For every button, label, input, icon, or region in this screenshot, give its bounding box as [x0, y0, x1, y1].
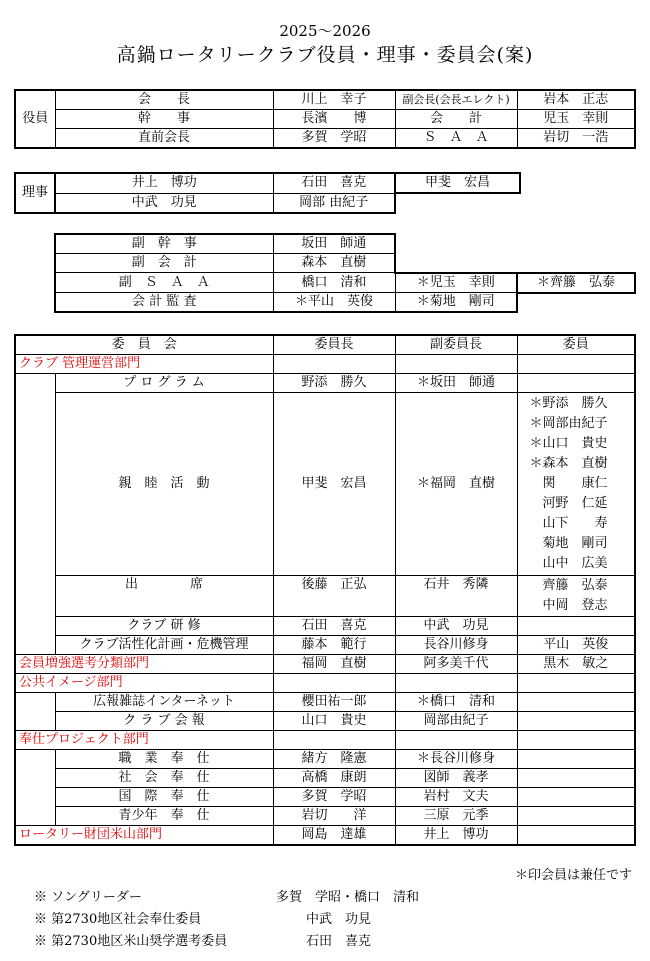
chair-cell: 福岡 直樹 [273, 655, 395, 674]
deputy-table [54, 233, 636, 313]
chair-cell: 多賀 学昭 [273, 788, 395, 807]
table-row [15, 129, 635, 149]
vice-cell: 岩村 文夫 [395, 788, 517, 807]
section-member: 会員増強選考分類部門 [15, 655, 273, 674]
name-cell: 中武 功見 [55, 193, 273, 213]
chair-cell: 後藤 正弘 [273, 576, 395, 617]
name-cell: 岩切 一浩 [517, 129, 635, 149]
role-cell: 副 幹 事 [55, 234, 273, 254]
table-row [55, 234, 635, 254]
role-cell: 会 長 [55, 90, 273, 110]
role-cell: 副 Ｓ Ａ Ａ [55, 273, 273, 293]
chair-cell: 藤本 範行 [273, 636, 395, 655]
name-cell: 長濱 博 [273, 110, 395, 129]
table-row [15, 788, 635, 807]
section-row [15, 826, 635, 846]
header-committee: 委 員 会 [15, 335, 273, 355]
vice-cell: 石井 秀隣 [395, 576, 517, 617]
vice-cell: ＊長谷川修身 [395, 750, 517, 769]
vice-cell: ＊福岡 直樹 [395, 393, 517, 576]
chair-cell: 岡島 達雄 [273, 826, 395, 846]
vice-cell: 長谷川修身 [395, 636, 517, 655]
name-cell: 坂田 師通 [273, 234, 395, 254]
table-row [15, 712, 635, 731]
name-cell: 岩本 正志 [517, 90, 635, 110]
directors-table [14, 172, 521, 214]
table-row [15, 807, 635, 826]
header-chair: 委員長 [273, 335, 395, 355]
footer-name: 中武 功見 [306, 912, 372, 927]
member-name: 中岡 登志 [542, 598, 608, 613]
vice-cell: ＊橋口 清和 [395, 693, 517, 712]
section-foundation: ロータリー財団米山部門 [15, 826, 273, 846]
member-name: 齊籐 弘泰 [542, 578, 608, 593]
vice-cell: 三原 元季 [395, 807, 517, 826]
member-name: ＊森本 直樹 [529, 456, 608, 471]
role-cell: 会 計 監 査 [55, 293, 273, 313]
section-row [15, 674, 635, 693]
table-row [15, 750, 635, 769]
name-cell: 児玉 幸則 [517, 110, 635, 129]
section-row [15, 655, 635, 674]
committee-name: 広報雑誌インターネット [55, 693, 273, 712]
role-cell: 会 計 [395, 110, 517, 129]
table-row [55, 254, 635, 273]
section-public: 公共イメージ部門 [15, 674, 273, 693]
chair-cell: 緒方 隆憲 [273, 750, 395, 769]
committee-name: 国 際 奉 仕 [55, 788, 273, 807]
members-cell [517, 576, 635, 617]
member-name: ＊山口 貴史 [529, 436, 608, 451]
officers-label: 役員 [15, 90, 55, 148]
chair-cell: 櫻田祐一郎 [273, 693, 395, 712]
vice-cell: 井上 博功 [395, 826, 517, 846]
name-cell: 岡部 由紀子 [273, 193, 395, 213]
chair-cell: 石田 喜克 [273, 617, 395, 636]
table-row [15, 769, 635, 788]
members-cell: 黒木 敏之 [517, 655, 635, 674]
year-heading: 2025～2026 [279, 22, 371, 40]
indent-cell [15, 693, 55, 731]
table-row [15, 576, 635, 617]
name-cell: 井上 博功 [55, 173, 273, 193]
name-cell: 川上 幸子 [273, 90, 395, 110]
indent-cell [15, 750, 55, 826]
role-cell: 幹 事 [55, 110, 273, 129]
committee-name: 社 会 奉 仕 [55, 769, 273, 788]
chair-cell: 高橋 康朗 [273, 769, 395, 788]
table-row [15, 636, 635, 655]
vice-cell: ＊坂田 師通 [395, 374, 517, 393]
table-row [55, 273, 635, 293]
role-cell: 直前会長 [55, 129, 273, 149]
member-name: ＊岡部由紀子 [529, 416, 608, 431]
vice-cell: 図師 義孝 [395, 769, 517, 788]
name-cell: 多賀 学昭 [273, 129, 395, 149]
committee-name: 職 業 奉 仕 [55, 750, 273, 769]
name-cell: ＊菊地 剛司 [395, 293, 517, 313]
name-cell: ＊平山 英俊 [273, 293, 395, 313]
role-cell: 副会長(会長エレクト) [395, 90, 517, 110]
table-row [15, 617, 635, 636]
chair-cell: 山口 貴史 [273, 712, 395, 731]
member-name: ＊野添 勝久 [529, 396, 608, 411]
committee-name: プ ロ グ ラ ム [55, 374, 273, 393]
role-cell: 副 会 計 [55, 254, 273, 273]
member-name: 河野 仁延 [542, 496, 608, 511]
committee-name: クラブ 研 修 [55, 617, 273, 636]
section-service: 奉仕プロジェクト部門 [15, 731, 273, 750]
footer-name: 石田 喜克 [306, 934, 372, 949]
table-header-row [15, 335, 635, 355]
members-cell [517, 393, 635, 576]
committee-name: 親 睦 活 動 [55, 393, 273, 576]
member-name: 菊地 剛司 [542, 536, 608, 551]
footer-name: 多賀 学昭・橋口 清和 [276, 890, 420, 905]
committees-table [14, 334, 636, 846]
table-row [15, 173, 520, 193]
section-row [15, 731, 635, 750]
committee-name: 青少年 奉 仕 [55, 807, 273, 826]
footer-label: ※ 第2730地区米山奨学選考委員 [34, 934, 228, 949]
committee-name: ク ラ ブ 会 報 [55, 712, 273, 731]
officers-table [14, 89, 636, 149]
header-vice: 副委員長 [395, 335, 517, 355]
section-club: クラブ 管理運営部門 [15, 355, 273, 374]
committee-name: クラブ活性化計画・危機管理 [55, 636, 273, 655]
section-row [15, 355, 635, 374]
table-row [15, 90, 635, 110]
note-text: ＊印会員は兼任です [514, 868, 632, 883]
vice-cell: 阿多美千代 [395, 655, 517, 674]
table-row [15, 374, 635, 393]
table-row [15, 393, 635, 576]
chair-cell: 野添 勝久 [273, 374, 395, 393]
empty-cell [395, 193, 520, 213]
indent-cell [15, 374, 55, 655]
table-row [55, 293, 635, 313]
chair-cell: 甲斐 宏昌 [273, 393, 395, 576]
role-cell: Ｓ Ａ Ａ [395, 129, 517, 149]
vice-cell: 中武 功見 [395, 617, 517, 636]
name-cell: ＊児玉 幸則 [395, 273, 517, 293]
name-cell: 石田 喜克 [273, 173, 395, 193]
page-title: 高鍋ロータリークラブ役員・理事・委員会(案) [116, 44, 534, 66]
member-name: 関 康仁 [542, 476, 608, 491]
table-row [15, 110, 635, 129]
member-name: 山下 寿 [542, 516, 608, 531]
header-members: 委員 [517, 335, 635, 355]
name-cell: 甲斐 宏昌 [395, 173, 520, 193]
member-name: 山中 広美 [542, 556, 608, 571]
vice-cell: 岡部由紀子 [395, 712, 517, 731]
name-cell: 橋口 清和 [273, 273, 395, 293]
name-cell: 森本 直樹 [273, 254, 395, 273]
footer-label: ※ 第2730地区社会奉仕委員 [34, 912, 202, 927]
committee-name: 出 席 [55, 576, 273, 617]
table-row [15, 693, 635, 712]
directors-label: 理事 [15, 173, 55, 213]
members-cell: 平山 英俊 [517, 636, 635, 655]
table-row [15, 193, 520, 213]
name-cell: ＊齊籐 弘泰 [517, 273, 635, 293]
chair-cell: 岩切 洋 [273, 807, 395, 826]
footer-label: ※ ソングリーダー [34, 890, 142, 905]
